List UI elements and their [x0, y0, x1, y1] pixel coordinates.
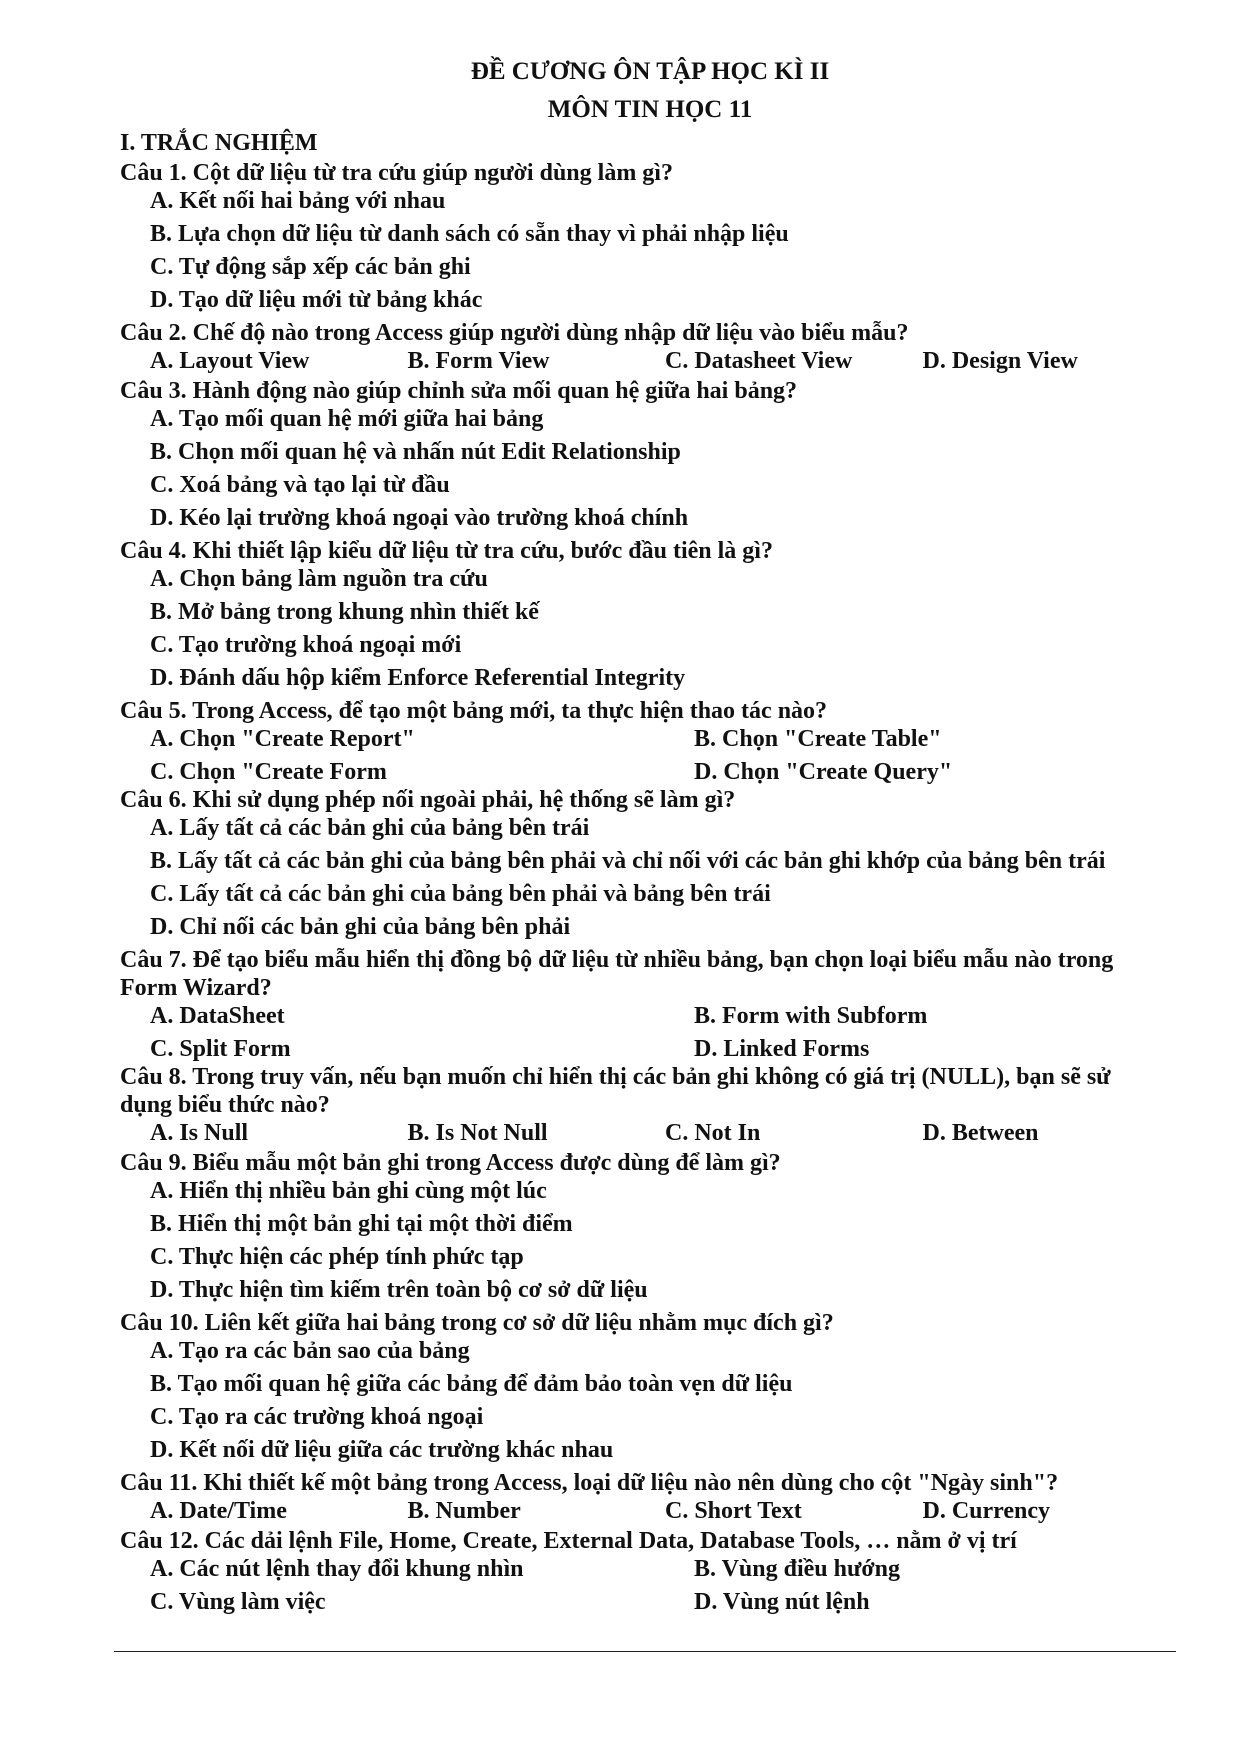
answer-option: A. Layout View: [150, 348, 310, 374]
answer-option: C. Not In: [665, 1120, 761, 1146]
answer-options: [150, 347, 1180, 377]
answer-option: B. Chọn mối quan hệ và nhấn nút Edit Relationship: [150, 439, 681, 465]
answer-option: C. Tạo trường khoá ngoại mới: [150, 632, 462, 658]
question-text-continued: dụng biểu thức nào?: [120, 1092, 330, 1118]
answer-option: B. Is Not Null: [407, 1120, 548, 1146]
answer-option: B. Chọn "Create Table": [694, 726, 942, 752]
answer-option: D. Tạo dữ liệu mới từ bảng khác: [150, 287, 483, 313]
answer-option: C. Vùng làm việc: [150, 1589, 326, 1615]
answer-option: D. Linked Forms: [694, 1036, 870, 1062]
question-text: Câu 9. Biểu mẫu một bản ghi trong Access được dùng để làm gì?: [120, 1150, 781, 1176]
question-text: Câu 12. Các dải lệnh File, Home, Create, External Data, Database Tools, … nằm ở vị trí: [120, 1528, 1017, 1554]
answer-options: [150, 814, 1180, 946]
answer-option: D. Chọn "Create Query": [694, 759, 953, 785]
question-6: [120, 786, 1180, 946]
answer-option: C. Tự động sắp xếp các bản ghi: [150, 254, 471, 280]
answer-option: B. Hiển thị một bản ghi tại một thời điểm: [150, 1211, 573, 1237]
answer-option: C. Lấy tất cả các bản ghi của bảng bên phải và bảng bên trái: [150, 881, 771, 907]
answer-option: A. Kết nối hai bảng với nhau: [150, 188, 446, 214]
answer-options: [150, 725, 1180, 786]
question-7: [120, 946, 1180, 1063]
answer-option: A. Tạo mối quan hệ mới giữa hai bảng: [150, 406, 544, 432]
answer-options: [150, 1177, 1180, 1309]
answer-option: D. Between: [922, 1120, 1039, 1146]
answer-option: A. Is Null: [150, 1120, 249, 1146]
question-4: [120, 537, 1180, 697]
answer-option: C. Thực hiện các phép tính phức tạp: [150, 1244, 524, 1270]
answer-options: [150, 405, 1180, 537]
answer-option: A. Hiển thị nhiều bản ghi cùng một lúc: [150, 1178, 547, 1204]
question-2: [120, 319, 1180, 377]
answer-options: [150, 1497, 1180, 1527]
answer-option: B. Lấy tất cả các bản ghi của bảng bên phải và chỉ nối với các bản ghi khớp của bảng bên trái: [150, 848, 1106, 874]
answer-option: D. Đánh dấu hộp kiểm Enforce Referential Integrity: [150, 665, 686, 691]
answer-option: C. Short Text: [665, 1498, 802, 1524]
answer-options: [150, 1002, 1180, 1063]
answer-option: D. Thực hiện tìm kiếm trên toàn bộ cơ sở dữ liệu: [150, 1277, 648, 1303]
answer-option: C. Xoá bảng và tạo lại từ đầu: [150, 472, 450, 498]
answer-options: [150, 565, 1180, 697]
answer-option: D. Chỉ nối các bản ghi của bảng bên phải: [150, 914, 571, 940]
question-11: [120, 1469, 1180, 1527]
question-text-continued: Form Wizard?: [120, 975, 272, 1001]
question-text: Câu 5. Trong Access, để tạo một bảng mới, ta thực hiện thao tác nào?: [120, 698, 828, 724]
answer-option: C. Chọn "Create Form: [150, 759, 387, 785]
answer-option: B. Tạo mối quan hệ giữa các bảng để đảm bảo toàn vẹn dữ liệu: [150, 1371, 793, 1397]
answer-options: [150, 1119, 1180, 1149]
answer-option: A. DataSheet: [150, 1003, 285, 1029]
section-heading: I. TRẮC NGHIỆM: [120, 130, 318, 156]
document-body: [120, 131, 1180, 1616]
question-12: [120, 1527, 1180, 1616]
question-1: [120, 159, 1180, 319]
answer-option: B. Lựa chọn dữ liệu từ danh sách có sẵn thay vì phải nhập liệu: [150, 221, 789, 247]
question-8: [120, 1063, 1180, 1149]
answer-option: B. Form with Subform: [694, 1003, 928, 1029]
answer-option: B. Mở bảng trong khung nhìn thiết kế: [150, 599, 539, 625]
question-text: Câu 3. Hành động nào giúp chỉnh sửa mối quan hệ giữa hai bảng?: [120, 378, 798, 404]
answer-option: D. Currency: [922, 1498, 1051, 1524]
answer-option: A. Các nút lệnh thay đổi khung nhìn: [150, 1556, 524, 1582]
answer-option: B. Form View: [407, 348, 550, 374]
answer-option: D. Design View: [922, 348, 1078, 374]
answer-options: [150, 1555, 1180, 1616]
answer-option: B. Number: [407, 1498, 521, 1524]
question-10: [120, 1309, 1180, 1469]
document-title: ĐỀ CƯƠNG ÔN TẬP HỌC KÌ II: [470, 58, 830, 85]
answer-options: [150, 187, 1180, 319]
question-9: [120, 1149, 1180, 1309]
question-text: Câu 6. Khi sử dụng phép nối ngoài phải, hệ thống sẽ làm gì?: [120, 787, 736, 813]
answer-option: A. Chọn "Create Report": [150, 726, 415, 752]
answer-option: B. Vùng điều hướng: [694, 1556, 901, 1582]
document-subtitle: MÔN TIN HỌC 11: [547, 96, 753, 123]
answer-option: C. Tạo ra các trường khoá ngoại: [150, 1404, 484, 1430]
answer-option: D. Vùng nút lệnh: [694, 1589, 870, 1615]
answer-option: D. Kéo lại trường khoá ngoại vào trường khoá chính: [150, 505, 689, 531]
answer-option: A. Chọn bảng làm nguồn tra cứu: [150, 566, 488, 592]
question-text: Câu 11. Khi thiết kế một bảng trong Access, loại dữ liệu nào nên dùng cho cột "Ngày sinh"?: [120, 1470, 1059, 1496]
answer-option: A. Date/Time: [150, 1498, 287, 1524]
answer-option: A. Lấy tất cả các bản ghi của bảng bên trái: [150, 815, 590, 841]
answer-option: C. Split Form: [150, 1036, 291, 1062]
answer-option: D. Kết nối dữ liệu giữa các trường khác nhau: [150, 1437, 614, 1463]
question-3: [120, 377, 1180, 537]
answer-option: C. Datasheet View: [665, 348, 853, 374]
question-5: [120, 697, 1180, 786]
answer-option: A. Tạo ra các bản sao của bảng: [150, 1338, 470, 1364]
question-text: Câu 1. Cột dữ liệu từ tra cứu giúp người dùng làm gì?: [120, 160, 673, 186]
answer-options: [150, 1337, 1180, 1469]
question-text: Câu 2. Chế độ nào trong Access giúp người dùng nhập dữ liệu vào biểu mẫu?: [120, 320, 909, 346]
question-text: Câu 10. Liên kết giữa hai bảng trong cơ sở dữ liệu nhằm mục đích gì?: [120, 1310, 834, 1336]
question-text: Câu 7. Để tạo biểu mẫu hiển thị đồng bộ dữ liệu từ nhiều bảng, bạn chọn loại biểu mẫu nào trong: [120, 947, 1114, 973]
question-text: Câu 4. Khi thiết lập kiểu dữ liệu từ tra cứu, bước đầu tiên là gì?: [120, 538, 773, 564]
question-text: Câu 8. Trong truy vấn, nếu bạn muốn chỉ hiển thị các bản ghi không có giá trị (NULL), bạn sẽ sử: [120, 1064, 1111, 1090]
page-bottom-rule: [114, 1651, 1176, 1652]
